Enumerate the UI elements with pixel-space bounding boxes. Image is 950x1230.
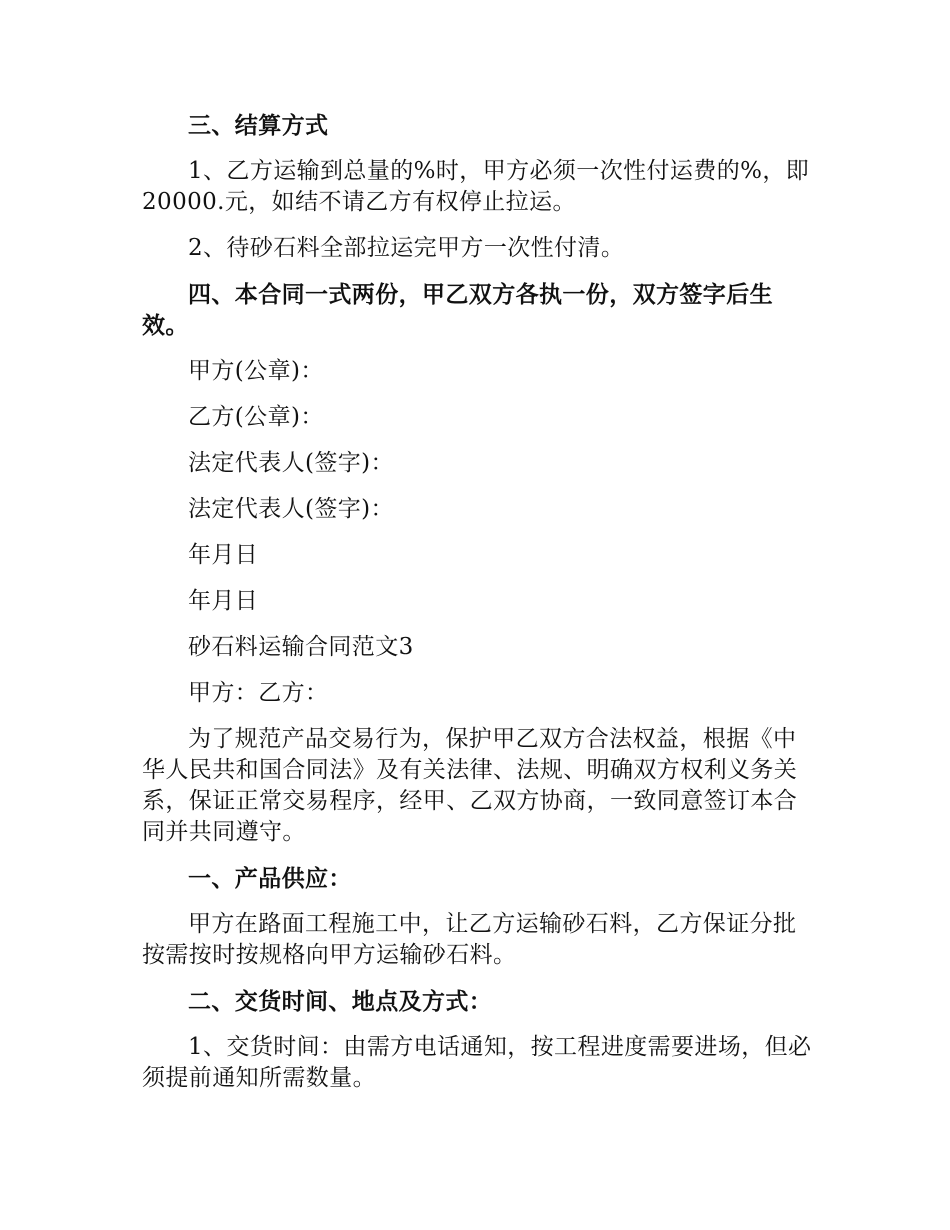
paragraph-settlement-1: 1、乙方运输到总量的%时，甲方必须一次性付运费的%，即20000.元，如结不请乙方有权停止拉运。	[142, 158, 810, 215]
section-heading-copies: 四、本合同一式两份，甲乙双方各执一份，双方签字后生效。	[142, 281, 773, 339]
paragraph-delivery-1: 1、交货时间：由需方电话通知，按工程进度需要进场，但必须提前通知所需数量。	[142, 1034, 812, 1091]
parties-line: 甲方：乙方：	[188, 680, 329, 706]
section-heading-delivery: 二、交货时间、地点及方式：	[188, 988, 493, 1015]
date-line-b: 年月日	[188, 588, 259, 614]
signature-party-b-seal: 乙方(公章)：	[188, 404, 324, 430]
signature-party-a-seal: 甲方(公章)：	[188, 358, 324, 384]
contract-title: 砂石料运输合同范文3	[188, 634, 414, 660]
section-heading-settlement: 三、结算方式	[188, 112, 329, 139]
signature-legal-rep-a: 法定代表人(签字)：	[188, 450, 394, 476]
paragraph-preamble: 为了规范产品交易行为，保护甲乙双方合法权益，根据《中华人民共和国合同法》及有关法律、法规、明确双方权利义务关系，保证正常交易程序，经甲、乙双方协商，一致同意签订本合同并共同遵守。	[142, 726, 798, 845]
date-line-a: 年月日	[188, 542, 259, 568]
document-body	[142, 110, 814, 1109]
paragraph-settlement-2: 2、待砂石料全部拉运完甲方一次性付清。	[188, 235, 625, 261]
section-heading-supply: 一、产品供应：	[188, 865, 352, 892]
signature-legal-rep-b: 法定代表人(签字)：	[188, 496, 394, 522]
paragraph-supply: 甲方在路面工程施工中，让乙方运输砂石料，乙方保证分批按需按时按规格向甲方运输砂石料。	[142, 911, 797, 968]
